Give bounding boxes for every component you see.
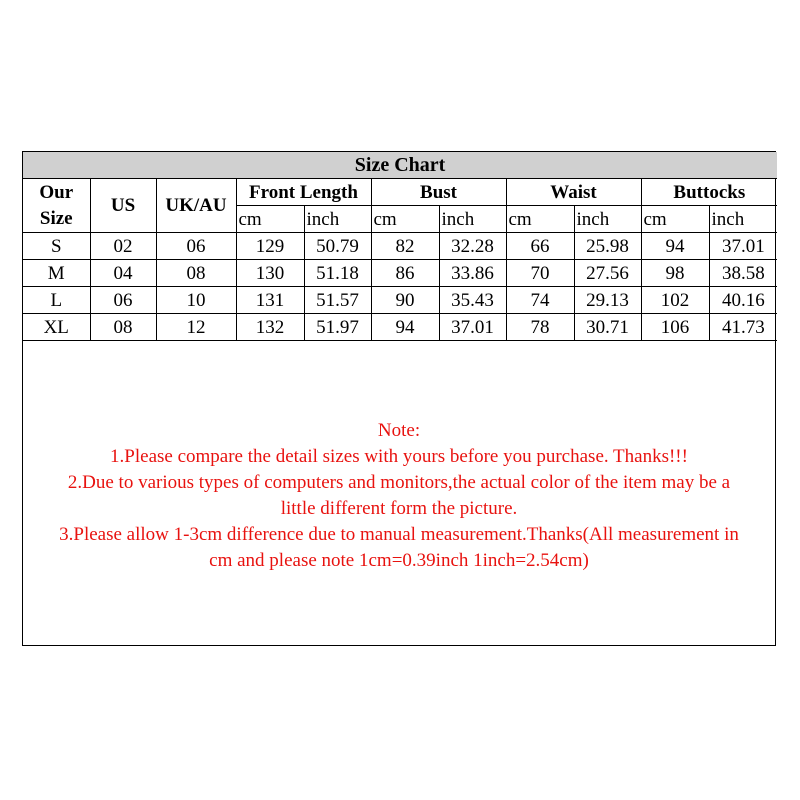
cell-bust-cm: 90 (371, 287, 439, 314)
cell-bust-inch: 33.86 (439, 260, 506, 287)
cell-us: 04 (90, 260, 156, 287)
cell-buttocks-inch: 41.73 (709, 314, 777, 341)
cell-ukau: 06 (156, 233, 236, 260)
cell-front-cm: 132 (236, 314, 304, 341)
cell-bust-cm: 86 (371, 260, 439, 287)
cell-size: M (23, 260, 90, 287)
note-line: 2.Due to various types of computers and monitors,the actual color of the item may be a (67, 472, 731, 493)
unit-waist-inch: inch (574, 206, 641, 233)
cell-bust-cm: 94 (371, 314, 439, 341)
header-our-size-line1: Our (39, 181, 74, 203)
cell-buttocks-inch: 38.58 (709, 260, 777, 287)
unit-buttocks-cm: cm (641, 206, 709, 233)
cell-waist-cm: 74 (506, 287, 574, 314)
cell-ukau: 10 (156, 287, 236, 314)
header-front-length: Front Length (236, 179, 371, 206)
cell-front-inch: 51.18 (304, 260, 371, 287)
unit-bust-cm: cm (371, 206, 439, 233)
cell-buttocks-inch: 40.16 (709, 287, 777, 314)
cell-front-inch: 50.79 (304, 233, 371, 260)
note-line: 1.Please compare the detail sizes with yours before you purchase. Thanks!!! (110, 446, 688, 467)
cell-size: S (23, 233, 90, 260)
cell-buttocks-inch: 37.01 (709, 233, 777, 260)
header-buttocks: Buttocks (641, 179, 777, 206)
cell-us: 06 (90, 287, 156, 314)
cell-waist-cm: 78 (506, 314, 574, 341)
cell-size: XL (23, 314, 90, 341)
notes-block (23, 418, 775, 574)
cell-ukau: 08 (156, 260, 236, 287)
header-our-size-line2: Size (39, 207, 73, 229)
cell-bust-inch: 37.01 (439, 314, 506, 341)
table-row (23, 260, 777, 287)
cell-buttocks-cm: 106 (641, 314, 709, 341)
cell-ukau: 12 (156, 314, 236, 341)
size-chart-table (23, 152, 777, 341)
cell-buttocks-cm: 102 (641, 287, 709, 314)
cell-buttocks-cm: 94 (641, 233, 709, 260)
chart-title: Size Chart (23, 152, 777, 179)
note-heading: Note: (377, 420, 421, 441)
cell-front-inch: 51.97 (304, 314, 371, 341)
header-bust: Bust (371, 179, 506, 206)
cell-front-cm: 130 (236, 260, 304, 287)
note-line: little different form the picture. (280, 498, 518, 519)
cell-waist-inch: 30.71 (574, 314, 641, 341)
cell-waist-inch: 27.56 (574, 260, 641, 287)
cell-bust-cm: 82 (371, 233, 439, 260)
header-us: US (90, 179, 156, 233)
table-row (23, 233, 777, 260)
note-line: cm and please note 1cm=0.39inch 1inch=2.54cm) (209, 550, 589, 571)
cell-front-inch: 51.57 (304, 287, 371, 314)
unit-front-inch: inch (304, 206, 371, 233)
cell-us: 02 (90, 233, 156, 260)
cell-bust-inch: 32.28 (439, 233, 506, 260)
table-row (23, 287, 777, 314)
unit-bust-inch: inch (439, 206, 506, 233)
cell-front-cm: 129 (236, 233, 304, 260)
unit-waist-cm: cm (506, 206, 574, 233)
size-chart-sheet (22, 151, 776, 646)
cell-waist-inch: 25.98 (574, 233, 641, 260)
cell-size: L (23, 287, 90, 314)
header-ukau: UK/AU (156, 179, 236, 233)
header-our-size (23, 179, 90, 233)
cell-waist-cm: 66 (506, 233, 574, 260)
cell-buttocks-cm: 98 (641, 260, 709, 287)
cell-front-cm: 131 (236, 287, 304, 314)
cell-bust-inch: 35.43 (439, 287, 506, 314)
cell-waist-cm: 70 (506, 260, 574, 287)
header-waist: Waist (506, 179, 641, 206)
cell-us: 08 (90, 314, 156, 341)
unit-front-cm: cm (236, 206, 304, 233)
note-line: 3.Please allow 1-3cm difference due to manual measurement.Thanks(All measurement in (59, 524, 739, 545)
table-row (23, 314, 777, 341)
cell-waist-inch: 29.13 (574, 287, 641, 314)
unit-buttocks-inch: inch (709, 206, 777, 233)
